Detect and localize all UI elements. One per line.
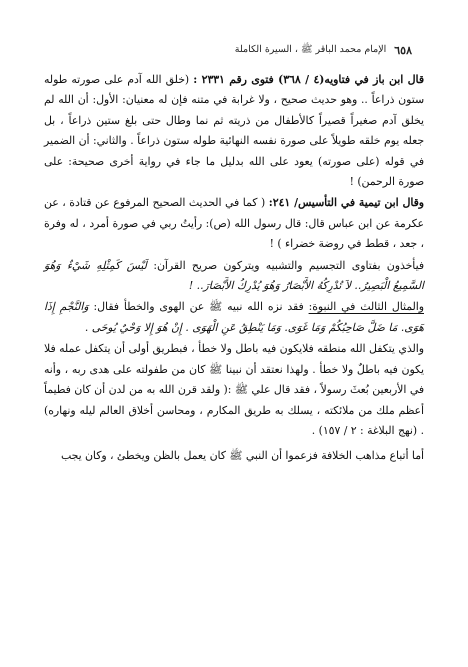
paragraph-ibn-baz <box>44 70 424 192</box>
paragraph-text: أما أتباع مذاهب الخلافة فزعموا أن النبي ﷺ كان يعمل بالظن ويخطئ ، وكان يجب <box>61 449 424 463</box>
paragraph-prophet-guidance <box>44 339 424 441</box>
page-body <box>44 70 424 468</box>
paragraph-caliphate-schools <box>44 446 424 466</box>
quran-quote: لَيْسَ كَمِثْلِهِ شَيْءٌ وَهُوَ السَّمِيعُ الْبَصِيرُ.. لاَ تُدْرِكُهُ الأَبْصَارُ وَهُوَ يُدْرِكُ الأَبْصَارَ.. ! <box>44 258 424 293</box>
paragraph-text: فقد نزه الله نبيه ﷺ عن الهوى والخطأ فقال: <box>88 300 309 314</box>
paragraph-third-example <box>44 297 424 338</box>
paragraph-text: والذي يتكفل الله منطقه فلايكون فيه باطل ولا خطأ ، فبطريق أولى أن يتكفل عمله فلا يكون فيه باطلٌ ولا خطأ . ولهذا نعتقد أن نبينا ﷺ كان من طفولته على هدى ربه ، وأنه في الأربعين بُعثَ رسولاً ، فقد قال علي ﷺ :( ولقد قرن الله به من لدن أن كان فطيماً أعظم ملك من ملائكته ، يسلك به طريق المكارم ، ومحاسن أخلاق العالم ليله ونهاره) . (نهج البلاغة : ٢ / ١٥٧) . <box>44 342 424 437</box>
paragraph-lead: وقال ابن تيمية في التأسيس/ ٢٤١: <box>268 196 424 210</box>
paragraph-text: فيأخذون بفتاوى التجسيم والتشبيه ويتركون صريح القرآن: <box>153 258 424 272</box>
page-number: ٦٥٨ <box>394 43 412 57</box>
paragraph-lead: قال ابن باز في فتاويه(٤ / ٣٦٨) فتوى رقم ٢٣٣١ : <box>193 73 424 86</box>
quran-quote: وَالنَّجْمِ إِذَا هَوَى. مَا ضَلَّ صَاحِبُكُمْ وَمَا غَوَى. وَمَا يَنْطِقُ عَنِ الْهَوَى . إِنْ هُوَ إِلا وَحْيٌ يُوحَى . <box>44 300 424 334</box>
page-header <box>56 40 412 60</box>
running-title: الإمام محمد الباقر ﷺ ، السيرة الكاملة <box>234 44 387 55</box>
paragraph-lead: والمثال الثالث في النبوة: <box>308 300 424 314</box>
paragraph-text: (خلق الله آدم على صورته طوله ستون ذراعاً .. وهو حديث صحيح ، ولا غرابة في متنه فإن له معنيان: الأول: أن الله لم يخلق آدم صغيراً قصيراً كالأطفال من ذريته ثم نما وطال حتى بلغ ستين ذراعاً ، بل جعله يوم خلقه طويلاً على صورة نفسه النهائية طوله ستون ذراعاً . والثاني: أن الضمير في قوله (على صورته) يعود على الله بدليل ما جاء في رواية أخرى صحيحة: على صورة الرحمن) ! <box>44 73 424 189</box>
paragraph-quran-tanzih <box>44 256 424 297</box>
paragraph-ibn-taymiyya <box>44 193 424 254</box>
paragraph-text: ( كما في الحديث الصحيح المرفوع عن قتادة ، عن عكرمة عن ابن عباس قال: قال رسول الله (ص): رأيتُ ربي في صورة أمرد ، له وفرة ، جعد ، قطط في روضة خضراء ) ! <box>44 196 424 251</box>
